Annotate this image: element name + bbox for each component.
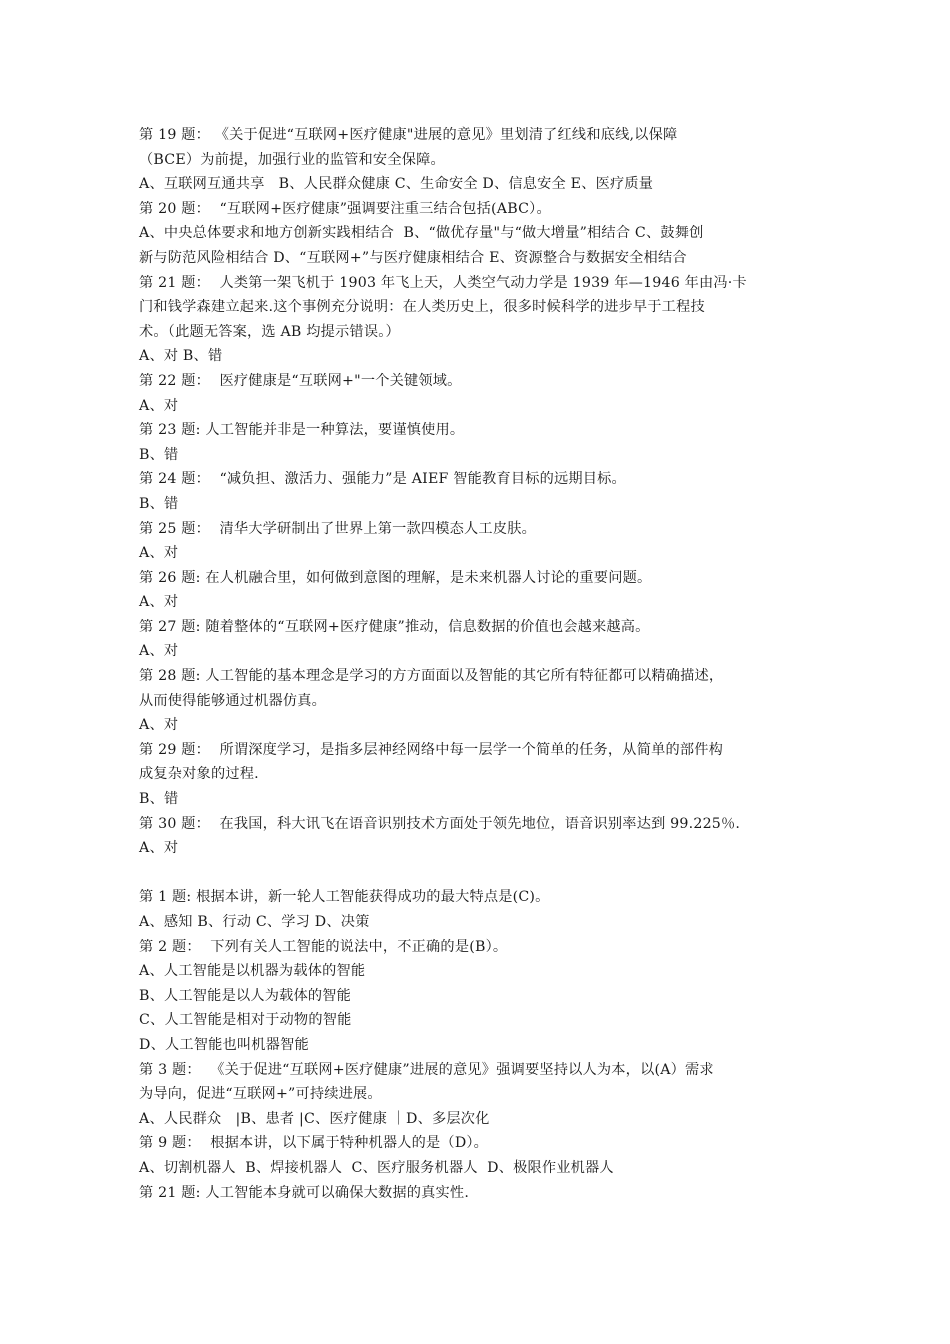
text-line: 第 27 题: 随着整体的“互联网+医疗健康”推动，信息数据的价值也会越来越高。 <box>139 618 650 635</box>
text-line: A、对 <box>139 840 179 857</box>
text-line: 术。（此题无答案，选 AB 均提示错误。） <box>139 323 400 340</box>
text-line: A、对 <box>139 643 179 660</box>
text-line: B、人工智能是以人为载体的智能 <box>139 987 352 1004</box>
text-line: A、对 <box>139 594 179 611</box>
text-line: 第 24 题： “减负担、激活力、强能力”是 AIEF 智能教育目标的远期目标。 <box>139 471 626 488</box>
text-line: 第 23 题: 人工智能并非是一种算法，要谨慎使用。 <box>139 422 465 439</box>
text-line: A、对 B、错 <box>139 348 223 365</box>
text-line: A、人工智能是以机器为载体的智能 <box>139 963 366 980</box>
text-line: 第 3 题： 《关于促进“互联网+医疗健康”进展的意见》强调要坚持以人为本，以(A）需求 <box>139 1061 714 1078</box>
text-line: C、人工智能是相对于动物的智能 <box>139 1012 352 1029</box>
blank-line <box>139 861 819 886</box>
text-line: 新与防范风险相结合 D、“互联网+”与医疗健康相结合 E、资源整合与数据安全相结合 <box>139 249 687 266</box>
text-line: A、对 <box>139 397 179 414</box>
text-line: 为导向，促进“互联网+”可持续进展。 <box>139 1086 382 1103</box>
text-line: B、错 <box>139 446 179 463</box>
text-line: A、对 <box>139 717 179 734</box>
text-line: A、切割机器人 B、焊接机器人 C、医疗服务机器人 D、极限作业机器人 <box>139 1159 614 1176</box>
text-line: A、感知 B、行动 C、学习 D、决策 <box>139 914 370 930</box>
text-line: 成复杂对象的过程. <box>139 766 259 783</box>
text-line: 第 1 题: 根据本讲，新一轮人工智能获得成功的最大特点是(C)。 <box>139 889 550 906</box>
text-line: 第 30 题： 在我国，科大讯飞在语音识别技术方面处于领先地位，语音识别率达到 99.225％. <box>139 815 741 832</box>
text-line: B、错 <box>139 495 179 512</box>
text-line: 第 2 题： 下列有关人工智能的说法中，不正确的是(B）。 <box>139 938 508 955</box>
text-line: 第 26 题: 在人机融合里，如何做到意图的理解，是未来机器人讨论的重要问题。 <box>139 569 652 586</box>
text-line: 第 20 题： “互联网+医疗健康”强调要注重三结合包括(ABC）。 <box>139 200 551 217</box>
text-line: 第 19 题： 《关于促进“互联网+医疗健康"进展的意见》里划清了红线和底线,以保障 <box>139 127 678 143</box>
text-line: A、对 <box>139 545 179 562</box>
text-line: 门和钱学森建立起来.这个事例充分说明：在人类历史上，很多时候科学的进步早于工程技 <box>139 299 705 316</box>
text-line: 从而使得能够通过机器仿真。 <box>139 692 327 709</box>
text-line: 第 9 题： 根据本讲，以下属于特种机器人的是（D）。 <box>139 1135 489 1152</box>
text-line: 第 25 题： 清华大学研制出了世界上第一款四模态人工皮肤。 <box>139 520 536 537</box>
text-line: （BCE）为前提，加强行业的监管和安全保障。 <box>139 151 445 168</box>
text-line: 第 21 题: 人工智能本身就可以确保大数据的真实性. <box>139 1184 470 1201</box>
text-line: A、人民群众 |B、患者 |C、医疗健康 ｜D、多层次化 <box>139 1110 490 1127</box>
text-line: 第 29 题： 所谓深度学习，是指多层神经网络中每一层学一个简单的任务，从简单的部件构 <box>139 741 724 758</box>
text-line: D、人工智能也叫机器智能 <box>139 1036 309 1053</box>
text-line: 第 21 题： 人类第一架飞机于 1903 年飞上天，人类空气动力学是 1939 年—1946 年由冯·卡 <box>139 274 747 291</box>
text-line: 第 22 题： 医疗健康是“互联网+"一个关键领域。 <box>139 372 462 389</box>
text-line: B、错 <box>139 791 179 808</box>
text-line: A、互联网互通共享 B、人民群众健康 C、生命安全 D、信息安全 E、医疗质量 <box>139 176 654 193</box>
text-line: 第 28 题: 人工智能的基本理念是学习的方方面面以及智能的其它所有特征都可以精确描述， <box>139 668 724 685</box>
document-body <box>139 123 819 1205</box>
text-line: A、中央总体要求和地方创新实践相结合 B、“做优存量"与“做大增量”相结合 C、鼓舞创 <box>139 225 704 242</box>
